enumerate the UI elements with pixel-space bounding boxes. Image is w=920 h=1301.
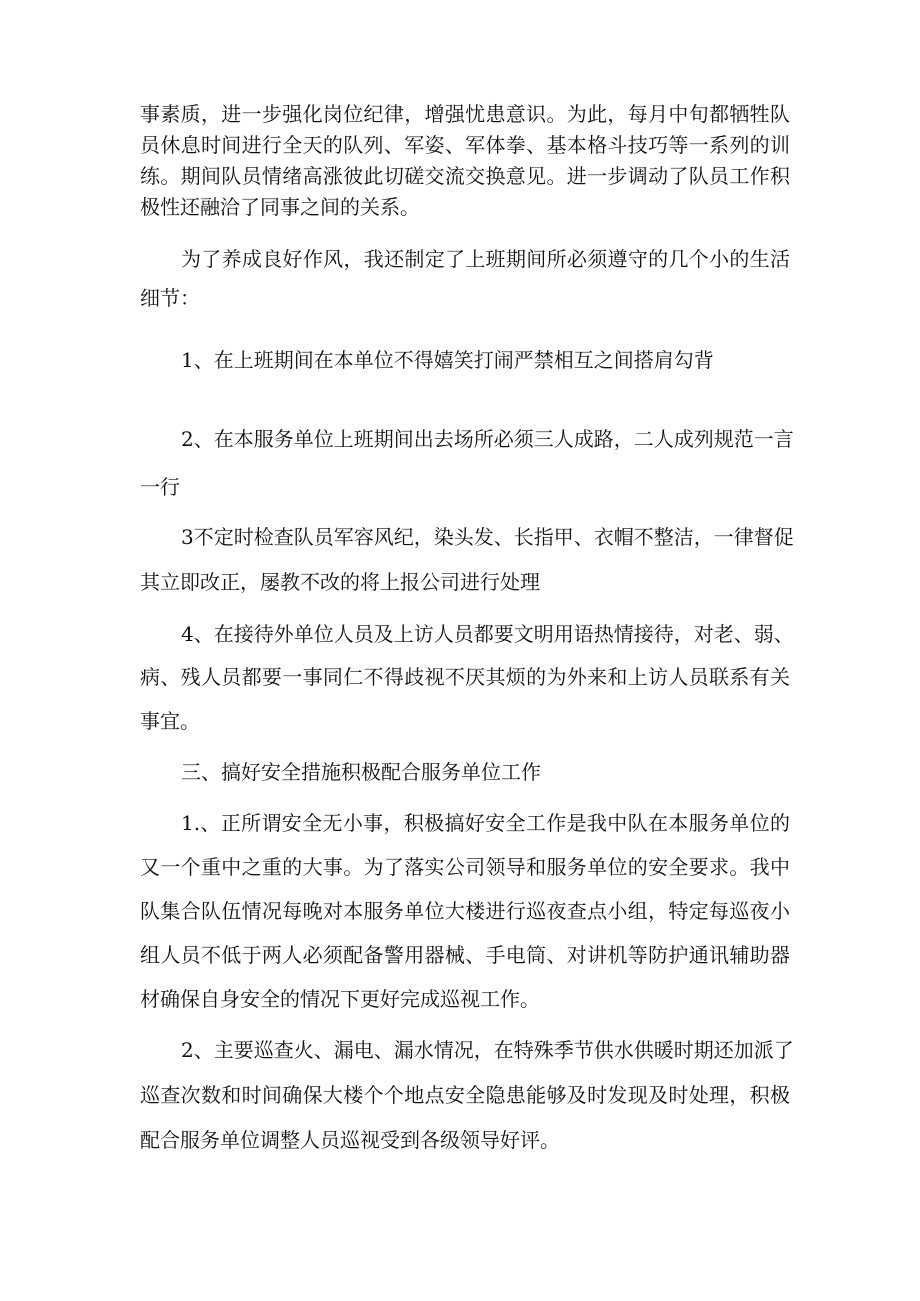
text-line: 2、主要巡查火、漏电、漏水情况，在特殊季节供水供暖时期还加派了 xyxy=(181,1038,794,1062)
text-line: 材确保自身安全的情况下更好完成巡视工作。 xyxy=(140,987,540,1011)
text-line: 为了养成良好作风，我还制定了上班期间所必须遵守的几个小的生活 xyxy=(181,247,790,271)
text-line: 病、残人员都要一事同仁不得歧视不厌其烦的为外来和上访人员联系有关 xyxy=(140,665,790,689)
text-line: 1.、正所谓安全无小事，积极搞好安全工作是我中队在本服务单位的 xyxy=(181,811,790,835)
text-line: 三、搞好安全措施积极配合服务单位工作 xyxy=(181,760,541,784)
text-line: 4、在接待外单位人员及上访人员都要文明用语热情接待，对老、弱、 xyxy=(181,622,794,646)
text-line: 其立即改正，屡教不改的将上报公司进行处理 xyxy=(140,570,540,594)
text-line: 练。期间队员情绪高涨彼此切磋交流交换意见。进一步调动了队员工作积 xyxy=(140,164,790,188)
text-line: 配合服务单位调整人员巡视受到各级领导好评。 xyxy=(140,1128,560,1152)
text-line: 3不定时检查队员军容风纪，染头发、长指甲、衣帽不整洁，一律督促 xyxy=(181,525,794,549)
text-line: 极性还融洽了同事之间的关系。 xyxy=(140,195,420,219)
text-line: 事宜。 xyxy=(140,709,200,733)
text-line: 又一个重中之重的大事。为了落实公司领导和服务单位的安全要求。我中 xyxy=(140,855,790,879)
text-line: 1、在上班期间在本单位不得嬉笑打闹严禁相互之间搭肩勾背 xyxy=(181,348,714,372)
text-line: 组人员不低于两人必须配备警用器械、手电筒、对讲机等防护通讯辅助器 xyxy=(140,943,790,967)
text-line: 队集合队伍情况每晚对本服务单位大楼进行巡夜查点小组，特定每巡夜小 xyxy=(140,899,790,923)
text-line: 2、在本服务单位上班期间出去场所必须三人成路，二人成列规范一言 xyxy=(181,427,794,451)
text-line: 细节： xyxy=(140,286,200,310)
text-line: 一行 xyxy=(140,475,180,499)
text-line: 员休息时间进行全天的队列、军姿、军体拳、基本格斗技巧等一系列的训 xyxy=(140,133,790,157)
text-line: 事素质，进一步强化岗位纪律，增强忧患意识。为此，每月中旬都牺牲队 xyxy=(140,102,790,126)
text-line: 巡查次数和时间确保大楼个个地点安全隐患能够及时发现及时处理，积极 xyxy=(140,1083,790,1107)
